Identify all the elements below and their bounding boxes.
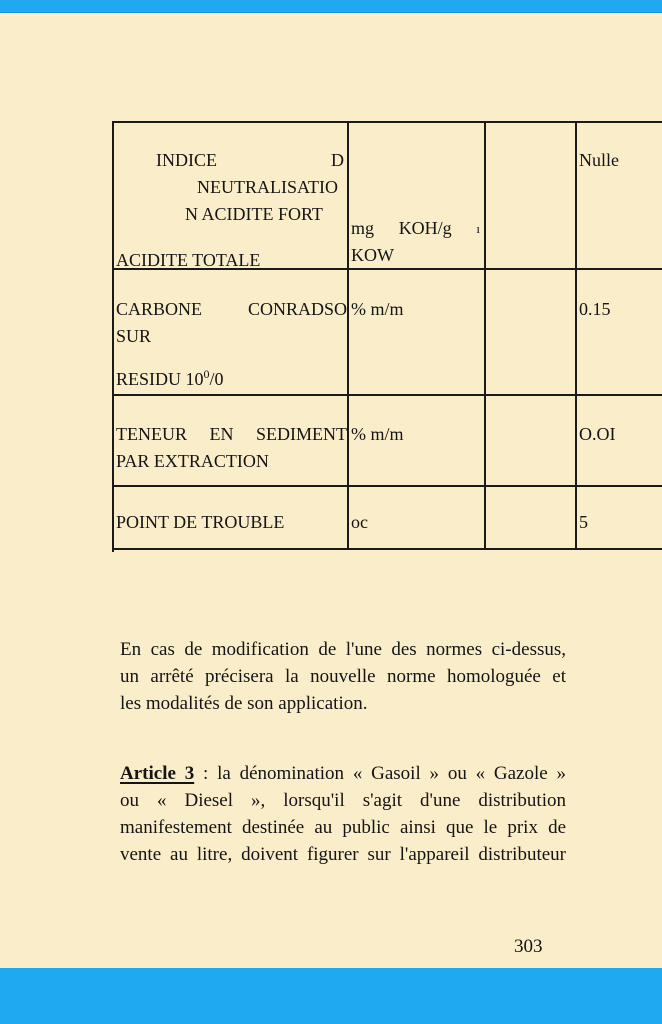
unit-text: % m/m bbox=[351, 299, 404, 319]
value-text: Nulle bbox=[579, 150, 619, 170]
table-cell-r1-characteristic bbox=[114, 123, 349, 270]
value-text: 0.15 bbox=[579, 299, 611, 319]
table-cell-r3-method-empty bbox=[486, 396, 577, 487]
table-cell-r4-value bbox=[577, 487, 662, 550]
paragraph-text: : la dénomination « Gasoil » ou « Gazole » bbox=[194, 763, 566, 784]
label-text: EN bbox=[209, 424, 234, 444]
unit-line bbox=[351, 215, 484, 242]
label-text: POINT DE TROUBLE bbox=[116, 512, 285, 532]
label-text-clipped: N ACIDITE FORT bbox=[185, 204, 323, 224]
table-cell-r2-value bbox=[577, 270, 662, 396]
label-text: ACIDITE TOTALE bbox=[116, 250, 261, 270]
paragraph-line: En cas de modification de l'une des normes ci-dessus, bbox=[120, 639, 566, 660]
table-cell-r1-method-empty bbox=[486, 123, 577, 270]
table-cell-r3-characteristic bbox=[114, 396, 349, 487]
paragraph-line: les modalités de son application. bbox=[120, 693, 368, 714]
label-text: RESIDU $10^0/0$ bbox=[116, 367, 224, 389]
superscript: 0 bbox=[203, 367, 210, 381]
unit-text: oc bbox=[351, 512, 368, 532]
paragraph-line: manifestement destinée au public ainsi que le prix de bbox=[120, 817, 566, 838]
table-row-label-line bbox=[116, 296, 347, 323]
fuel-spec-table bbox=[112, 121, 662, 552]
label-text: TENEUR bbox=[116, 424, 187, 444]
paragraph-line bbox=[120, 760, 566, 787]
paragraph-line: vente au litre, doivent figurer sur l'appareil distributeur bbox=[120, 844, 566, 865]
table-cell-r4-method-empty bbox=[486, 487, 577, 550]
table-cell-r1-unit bbox=[349, 123, 486, 270]
unit-text: mg bbox=[351, 218, 375, 238]
table-cell-r2-unit bbox=[349, 270, 486, 396]
page-number: 303 bbox=[514, 936, 543, 957]
paragraph-line: un arrêté précisera la nouvelle norme homologuée et bbox=[120, 666, 566, 687]
spacer bbox=[116, 228, 347, 247]
bottom-blue-bar bbox=[0, 968, 662, 1024]
table-row-label-line bbox=[116, 421, 347, 448]
table-row-label-line bbox=[116, 147, 347, 174]
table-cell-r3-value bbox=[577, 396, 662, 487]
label-text-clipped: NEUTRALISATIO bbox=[197, 177, 338, 197]
label-text: CARBONE bbox=[116, 299, 203, 319]
table-cell-r1-value bbox=[577, 123, 662, 270]
paragraph-line: ou « Diesel », lorsqu'il s'agit d'une distribution bbox=[120, 790, 566, 811]
table-cell-r2-method-empty bbox=[486, 270, 577, 396]
table-cell-r4-unit bbox=[349, 487, 486, 550]
article-3-heading: Article 3 bbox=[120, 763, 195, 784]
table-cell-r2-characteristic bbox=[114, 270, 349, 396]
unit-text: KOW bbox=[351, 245, 394, 265]
top-blue-bar bbox=[0, 0, 662, 13]
paragraph-article-3 bbox=[120, 760, 566, 868]
table-cell-r4-characteristic bbox=[114, 487, 349, 550]
label-text: PAR EXTRACTION bbox=[116, 451, 269, 471]
unit-text: KOH/g bbox=[398, 218, 452, 238]
unit-text: % m/m bbox=[351, 424, 404, 444]
label-text-clipped: D bbox=[331, 150, 344, 170]
value-text: 5 bbox=[579, 512, 588, 532]
label-text: SEDIMENT bbox=[256, 424, 347, 444]
paragraph-modification-normes bbox=[120, 636, 566, 717]
label-text-clipped: CONRADSO bbox=[247, 299, 347, 319]
table-cell-r3-unit bbox=[349, 396, 486, 487]
clipped-char-artifact: ı bbox=[476, 221, 480, 236]
spacer bbox=[116, 350, 347, 366]
value-text: O.OI bbox=[579, 424, 616, 444]
label-text: SUR bbox=[116, 326, 152, 346]
label-text: INDICE bbox=[156, 150, 217, 170]
